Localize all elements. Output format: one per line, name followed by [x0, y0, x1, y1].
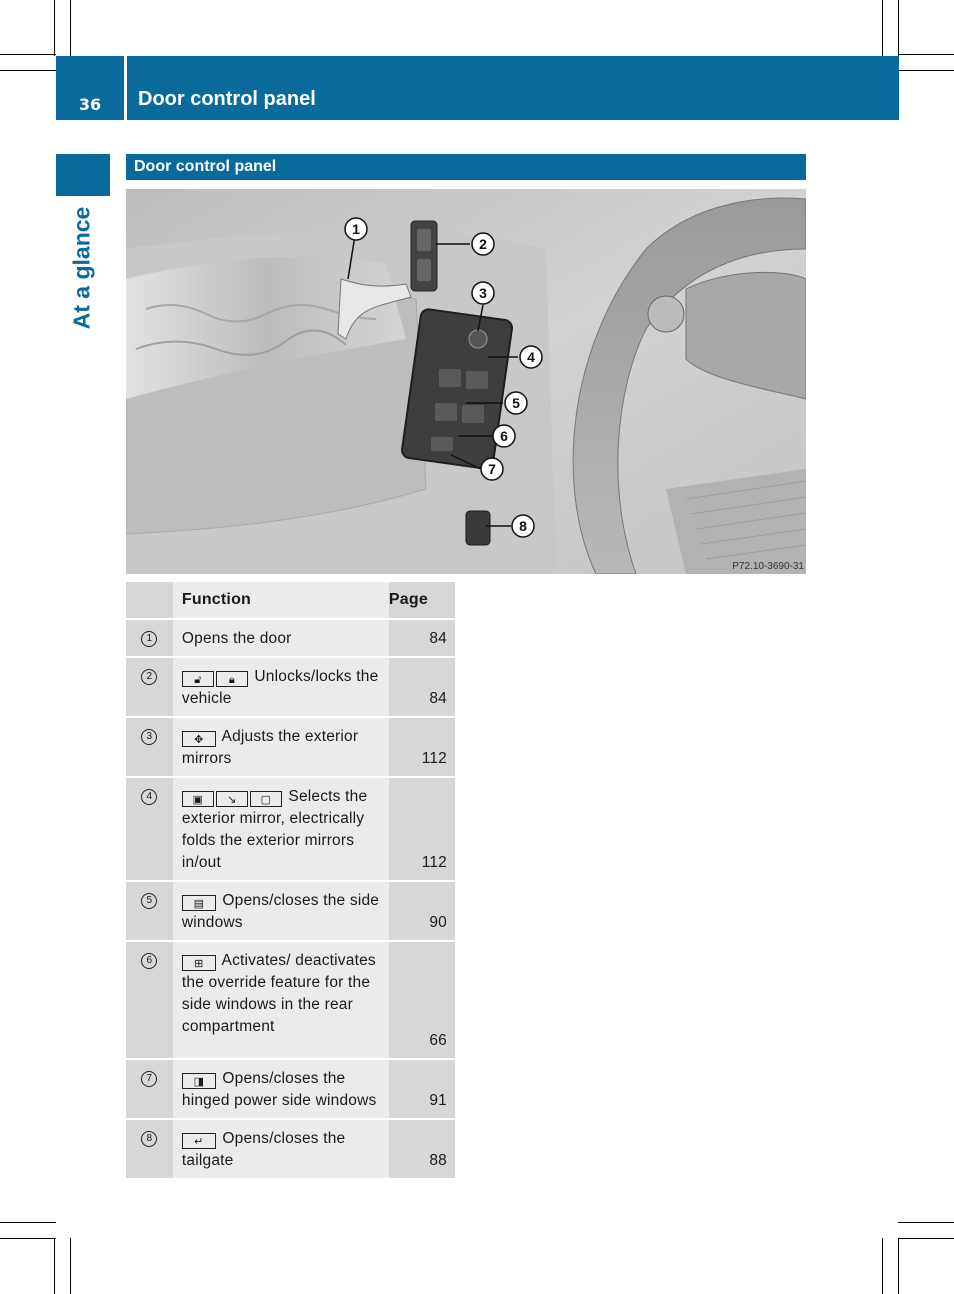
- crop-mark: [882, 1238, 883, 1294]
- crop-mark: [898, 1238, 954, 1239]
- row-page: 84: [429, 690, 447, 707]
- crop-mark: [898, 1222, 954, 1223]
- table-row: [126, 881, 455, 941]
- row-function: Activates/ deactivates the override feature for the side windows in the rear compartment: [181, 952, 376, 1035]
- crop-mark: [898, 54, 954, 55]
- crop-mark: [0, 1222, 56, 1223]
- row-number: 1: [141, 631, 157, 647]
- callout-7: 7: [488, 461, 496, 477]
- page-number: 36: [78, 95, 102, 114]
- mirror-adjust-icon: ✥: [182, 731, 216, 747]
- crop-mark: [0, 70, 56, 71]
- table-row: [126, 1119, 455, 1178]
- callout-5: 5: [512, 395, 520, 411]
- hinged-window-icon: ◨: [182, 1073, 216, 1089]
- door-panel-illustration: [126, 189, 806, 574]
- callout-6: 6: [500, 428, 508, 444]
- chapter-tab: [56, 154, 110, 196]
- row-function: Opens/closes the tailgate: [181, 1130, 346, 1169]
- crop-mark: [54, 1238, 55, 1294]
- crop-mark: [882, 0, 883, 56]
- header-num: [126, 582, 173, 619]
- callout-3: 3: [479, 285, 487, 301]
- row-page: 84: [429, 630, 447, 647]
- table-header-row: [126, 582, 455, 619]
- crop-mark: [70, 1238, 71, 1294]
- header-page: Page: [389, 582, 455, 619]
- window-icon: ▤: [182, 895, 216, 911]
- image-code: P72.10-3690-31: [732, 561, 804, 572]
- table-row: [126, 777, 455, 881]
- crop-mark: [70, 0, 71, 56]
- callout-1: 1: [352, 221, 360, 237]
- lock-icon: 🔒︎: [216, 671, 248, 687]
- table-row: [126, 941, 455, 1059]
- row-number: 4: [141, 789, 157, 805]
- row-number: 6: [141, 953, 157, 969]
- section-title: Door control panel: [134, 158, 277, 175]
- tailgate-icon: ↵: [182, 1133, 216, 1149]
- callout-2: 2: [479, 236, 487, 252]
- row-page: 66: [429, 1032, 447, 1049]
- mirror-left-icon: ▣: [182, 791, 214, 807]
- table-row: [126, 717, 455, 777]
- table-row: [126, 1059, 455, 1119]
- row-page: 91: [429, 1092, 447, 1109]
- unlock-icon: 🔓︎: [182, 671, 214, 687]
- callout-4: 4: [527, 349, 535, 365]
- crop-mark: [54, 0, 55, 56]
- row-page: 112: [421, 854, 447, 871]
- header-function: Function: [173, 582, 389, 619]
- crop-mark: [898, 70, 954, 71]
- row-function: Opens/closes the hinged power side windows: [181, 1070, 377, 1109]
- row-page: 90: [429, 914, 447, 931]
- crop-mark: [898, 0, 899, 56]
- override-icon: ⊞: [182, 955, 216, 971]
- row-number: 2: [141, 669, 157, 685]
- callout-8: 8: [519, 518, 527, 534]
- chapter-label: At a glance: [68, 206, 95, 330]
- crop-mark: [0, 54, 56, 55]
- crop-mark: [898, 1238, 899, 1294]
- row-function: Opens/closes the side windows: [181, 892, 380, 931]
- table-row: [126, 619, 455, 657]
- row-number: 5: [141, 893, 157, 909]
- row-function: Opens the door: [181, 630, 292, 647]
- header-divider: [124, 56, 127, 120]
- mirror-fold-icon: ↘: [216, 791, 248, 807]
- crop-mark: [0, 1238, 56, 1239]
- row-function: Unlocks/locks the vehicle: [181, 668, 379, 707]
- mirror-right-icon: ▢: [250, 791, 282, 807]
- function-table: [126, 582, 455, 1178]
- row-function: Selects the exterior mirror, electrically folds the exterior mirrors in/out: [181, 788, 368, 871]
- page-title: Door control panel: [138, 88, 316, 110]
- row-function: Adjusts the exterior mirrors: [181, 728, 359, 767]
- row-number: 3: [141, 729, 157, 745]
- row-number: 7: [141, 1071, 157, 1087]
- row-page: 88: [429, 1152, 447, 1169]
- row-page: 112: [421, 750, 447, 767]
- table-row: [126, 657, 455, 717]
- row-number: 8: [141, 1131, 157, 1147]
